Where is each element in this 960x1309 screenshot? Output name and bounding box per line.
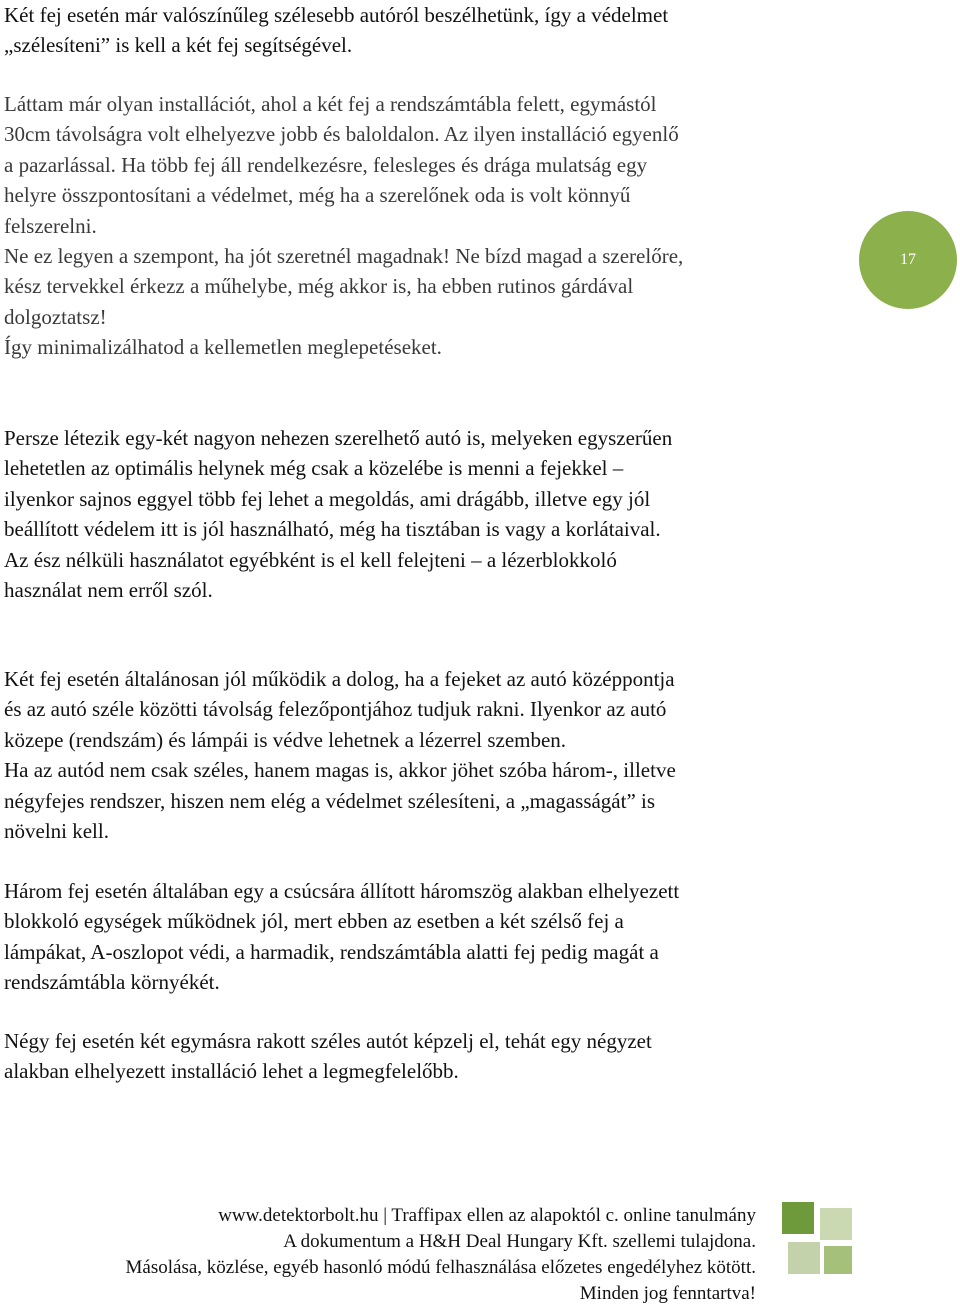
text-line: Persze létezik egy-két nagyon nehezen szerelhető autó is, melyeken egyszerűen xyxy=(4,426,673,450)
footer-line-rights: Minden jog fenntartva! xyxy=(579,1283,756,1304)
footer-line-website: www.detektorbolt.hu | Traffipax ellen az alapoktól c. online tanulmány xyxy=(218,1205,756,1226)
text-line: lámpákat, A-oszlopot védi, a harmadik, rendszámtábla alatti fej pedig magát a xyxy=(4,939,659,964)
text-line: Két fej esetén általánosan jól működik a dolog, ha a fejeket az autó középpontja xyxy=(4,667,675,691)
text-line: kész tervekkel érkezz a műhelybe, még akkor is, ha ebben rutinos gárdával xyxy=(4,274,634,299)
text-line: 30cm távolságra volt elhelyezve jobb és baloldalon. Az ilyen installáció egyenlő xyxy=(4,122,679,147)
text-line: használat nem erről szól. xyxy=(4,578,213,603)
text-line: Ne ez legyen a szempont, ha jót szeretnél magadnak! Ne bízd magad a szerelőre, xyxy=(4,244,684,269)
paragraph-6 xyxy=(4,1026,864,1087)
text-line: a pazarlással. Ha több fej áll rendelkezésre, felesleges és drága mulatság egy xyxy=(4,152,648,177)
text-line: Így minimalizálhatod a kellemetlen meglepetéseket. xyxy=(4,335,442,360)
page-number-badge xyxy=(859,211,957,309)
footer-line-ownership: A dokumentum a H&H Deal Hungary Kft. szellemi tulajdona. xyxy=(283,1231,756,1252)
logo-square-dark xyxy=(782,1202,814,1234)
text-line: lehetetlen az optimális helynek még csak a közelébe is menni a fejekkel – xyxy=(4,456,624,481)
text-line: közepe (rendszám) és lámpái is védve lehetnek a lézerrel szemben. xyxy=(4,727,567,752)
logo-square-bottom-left xyxy=(788,1242,820,1274)
text-line: blokkoló egységek működnek jól, mert ebben az esetben a két szélső fej a xyxy=(4,909,624,934)
page-number: 17 xyxy=(900,251,916,268)
text-line: rendszámtábla környékét. xyxy=(4,970,220,995)
text-line: négyfejes rendszer, hiszen nem elég a védelmet szélesíteni, a „magasságát” is xyxy=(4,788,656,813)
text-line: alakban elhelyezett installáció lehet a legmegfelelőbb. xyxy=(4,1059,459,1084)
text-line: helyre összpontosítani a védelmet, még ha a szerelőnek oda is volt könnyű xyxy=(4,183,631,208)
text-line: Ha az autód nem csak széles, hanem magas is, akkor jöhet szóba három-, illetve xyxy=(4,758,676,783)
logo-square-top-right xyxy=(820,1208,852,1240)
paragraph-2 xyxy=(4,89,864,363)
text-line: ilyenkor sajnos eggyel több fej lehet a megoldás, ami drágább, illetve egy jól xyxy=(4,486,651,511)
text-line: „szélesíteni” is kell a két fej segítségével. xyxy=(4,33,353,58)
footer xyxy=(126,1203,756,1307)
text-line: és az autó széle közötti távolság felezőpontjához tudjuk rakni. Ilyenkor az autó xyxy=(4,697,667,722)
text-line: dolgoztatsz! xyxy=(4,304,107,329)
text-line: felszerelni. xyxy=(4,213,97,238)
paragraph-5 xyxy=(4,876,864,998)
logo-square-bottom-right xyxy=(824,1246,852,1274)
text-line: Három fej esetén általában egy a csúcsára állított háromszög alakban elhelyezett xyxy=(4,879,680,903)
paragraph-4 xyxy=(4,664,864,846)
paragraph-1 xyxy=(4,0,864,61)
footer-line-copying: Másolása, közlése, egyéb hasonló módú felhasználása előzetes engedélyhez kötött. xyxy=(125,1257,756,1278)
text-line: Két fej esetén már valószínűleg szélesebb autóról beszélhetünk, így a védelmet xyxy=(4,3,669,27)
text-line: beállított védelem itt is jól használható, még ha tisztában is vagy a korlátaival. xyxy=(4,517,661,542)
text-line: Láttam már olyan installációt, ahol a két fej a rendszámtábla felett, egymástól xyxy=(4,92,657,116)
text-line: Az ész nélküli használatot egyébként is el kell felejteni – a lézerblokkoló xyxy=(4,547,617,572)
text-line: növelni kell. xyxy=(4,819,109,844)
text-line: Négy fej esetén két egymásra rakott széles autót képzelj el, tehát egy négyzet xyxy=(4,1029,652,1053)
brand-logo xyxy=(782,1202,858,1278)
paragraph-3 xyxy=(4,423,864,605)
